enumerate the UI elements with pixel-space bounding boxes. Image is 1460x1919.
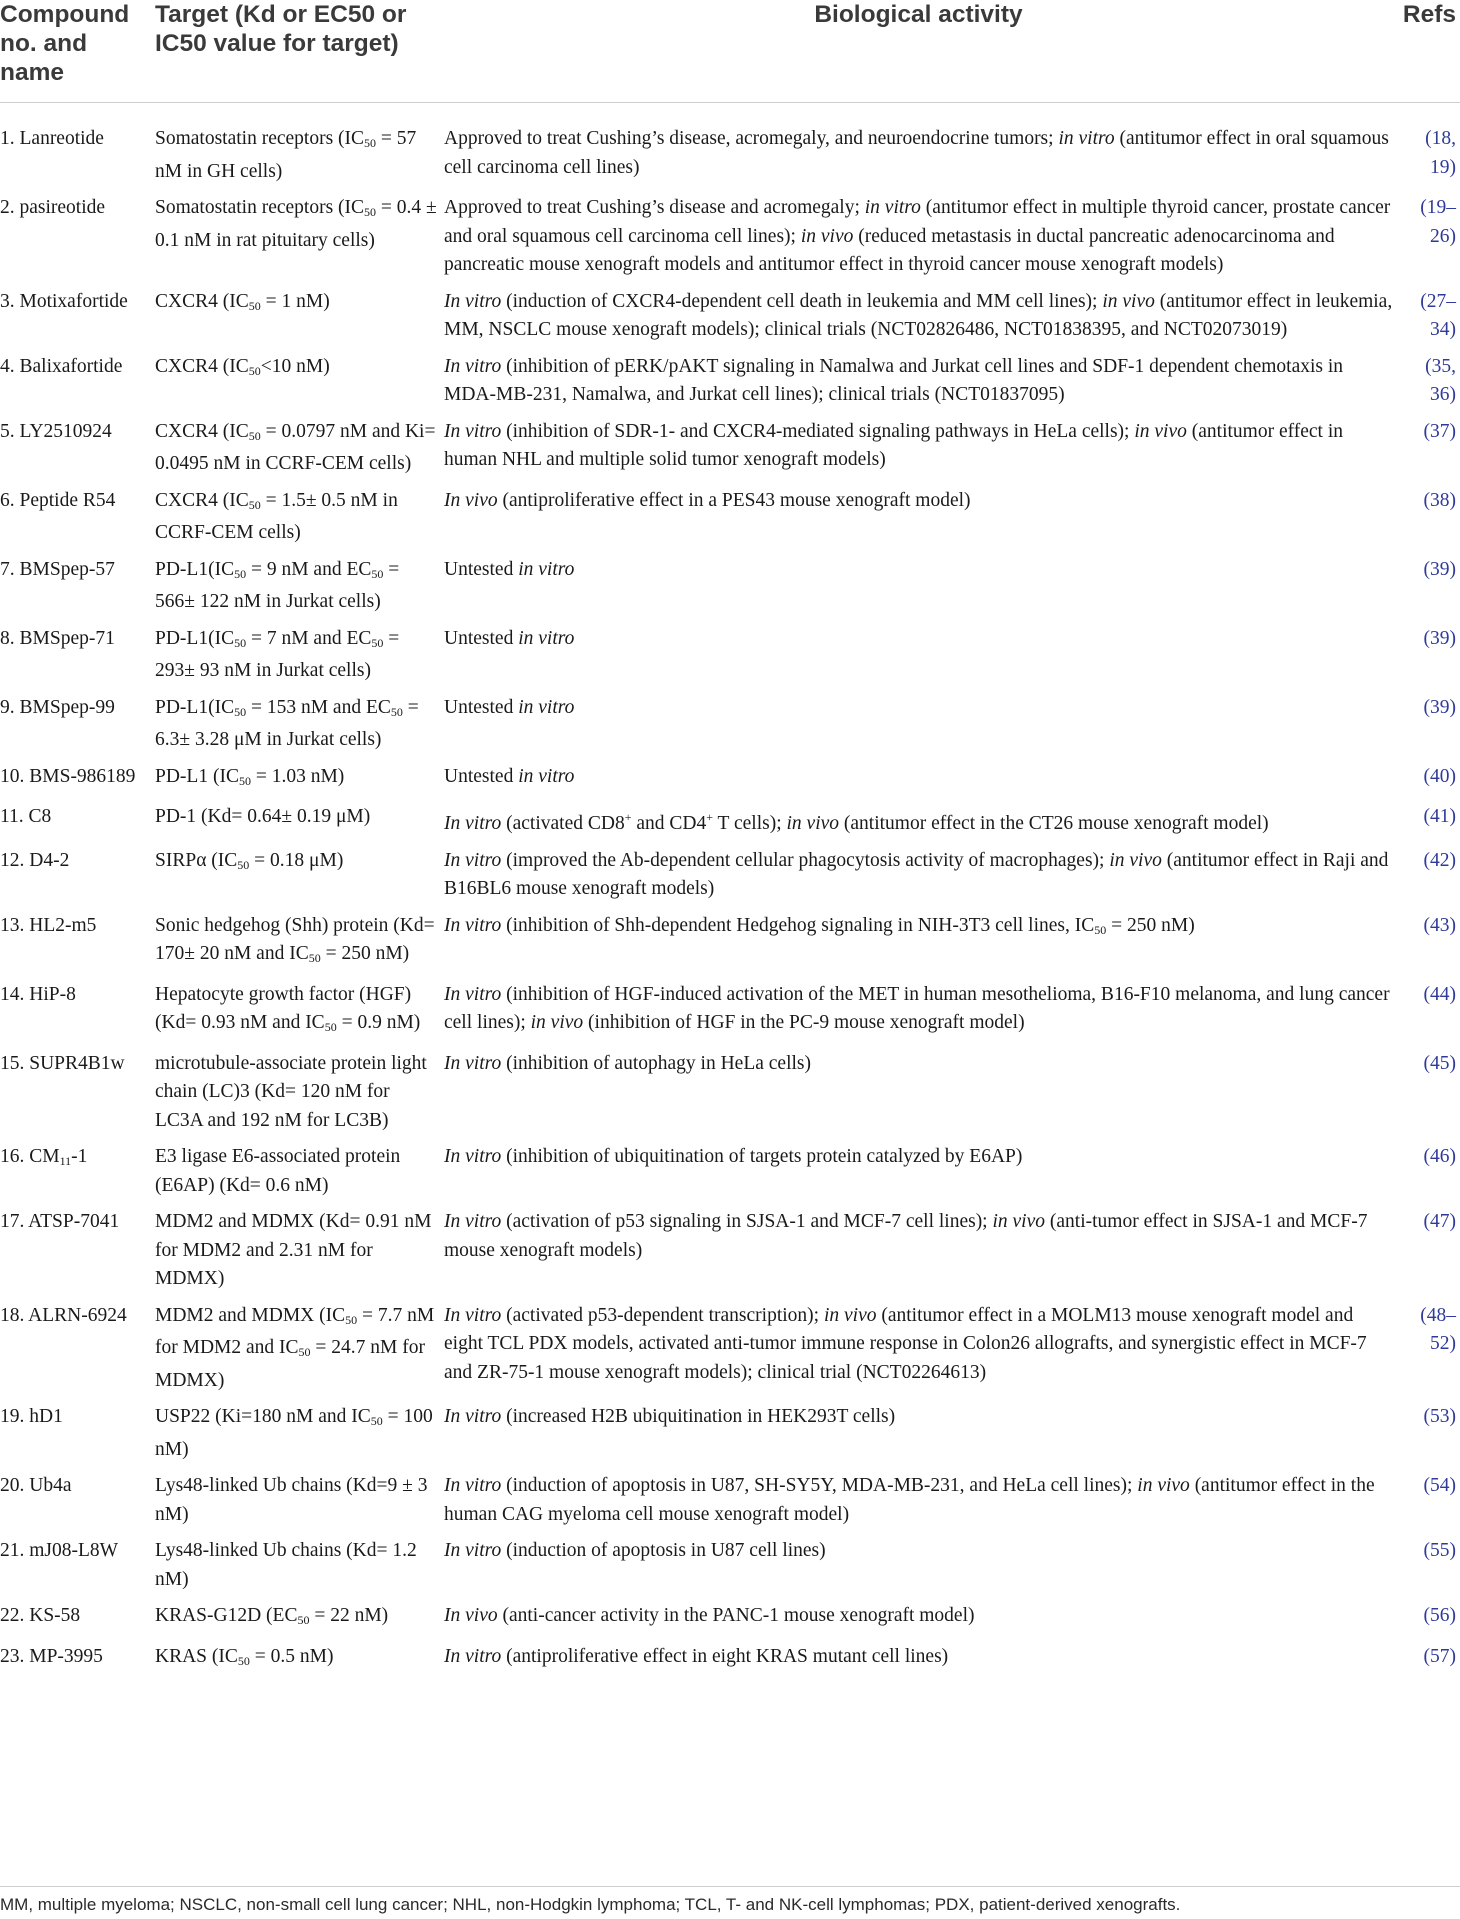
- table-row: [0, 1403, 1460, 1472]
- table-row: [0, 1643, 1460, 1684]
- table-row: [0, 981, 1460, 1050]
- target-cell: PD-L1 ($IC_{50} = 1.03$ nM): [155, 765, 345, 788]
- compound-cell: 3. Motixafortide: [0, 290, 128, 312]
- refs-cell[interactable]: (18, 19): [1425, 128, 1456, 178]
- activity-cell: In vivo (anti-cancer activity in the PANC-1 mouse xenograft model): [444, 1605, 975, 1626]
- table-body: [0, 103, 1460, 1684]
- target-cell: KRAS-G12D ($EC_{50} = 22$ nM): [155, 1605, 389, 1627]
- table-row: [0, 1537, 1460, 1602]
- refs-cell[interactable]: (47): [1423, 1211, 1456, 1232]
- table-row: [0, 912, 1460, 981]
- target-cell: microtubule-associate protein light chain (LC)3 (Kd= 120 nM for LC3A and 192 nM for LC3B): [155, 1052, 427, 1131]
- table-row: [0, 353, 1460, 418]
- target-cell: Somatostatin receptors ($IC_{50} = 57$ nM in GH cells): [155, 128, 417, 182]
- target-cell: KRAS ($IC_{50} = 0.5$ nM): [155, 1645, 334, 1668]
- table-row: [0, 556, 1460, 625]
- refs-cell[interactable]: (39): [1423, 696, 1456, 718]
- compound-cell: 2. pasireotide: [0, 197, 106, 218]
- refs-cell[interactable]: (39): [1423, 627, 1456, 649]
- compound-cell: 16. $CM_{11}-1$: [0, 1146, 88, 1168]
- target-cell: SIRPα ($IC_{50} = 0.18$ μM): [155, 849, 344, 872]
- compound-cell: 8. BMSpep-71: [0, 627, 115, 649]
- compound-cell: 6. Peptide R54: [0, 489, 116, 511]
- compound-cell: 23. MP-3995: [0, 1645, 103, 1667]
- table-row: [0, 847, 1460, 912]
- refs-cell[interactable]: (44): [1423, 983, 1456, 1005]
- refs-cell[interactable]: (56): [1423, 1605, 1456, 1626]
- activity-cell: In vitro (inhibition of pERK/pAKT signaling in Namalwa and Jurkat cell lines and SDF-1 dependent chemotaxis in MDA-MB-231, Namalwa, and Jurkat cell lines); clinical trials (NCT01837095): [444, 355, 1344, 405]
- activity-cell: Untested in vitro: [444, 696, 575, 718]
- activity-cell: In vivo (antiproliferative effect in a PES43 mouse xenograft model): [444, 489, 971, 511]
- activity-cell: In vitro (induction of apoptosis in U87, SH-SY5Y, MDA-MB-231, and HeLa cell lines); in vivo (antitumor effect in the human CAG myeloma cell mouse xenograft model): [444, 1475, 1375, 1525]
- compound-cell: 18. ALRN-6924: [0, 1304, 127, 1326]
- refs-cell[interactable]: (37): [1423, 420, 1456, 442]
- refs-cell[interactable]: (53): [1423, 1406, 1456, 1427]
- table-row: [0, 125, 1460, 194]
- refs-cell[interactable]: (48–52): [1420, 1304, 1456, 1354]
- target-cell: Lys48-linked Ub chains (Kd= 1.2 nM): [155, 1540, 417, 1590]
- activity-cell: In vitro (inhibition of HGF-induced activation of the MET in human mesothelioma, B16-F10 melanoma, and lung cancer cell lines); in vivo (inhibition of HGF in the PC-9 mouse xenograft model): [444, 983, 1390, 1033]
- activity-cell: Approved to treat Cushing’s disease and acromegaly; in vitro (antitumor effect in multiple thyroid cancer, prostate cancer and oral squamous cell carcinoma cell lines); in vivo (reduced metastasis in ductal pancreatic adenocarcinoma and pancreatic mouse xenograft models and antitumor effect in thyroid cancer mouse xenograft models): [444, 197, 1391, 275]
- table-row: [0, 803, 1460, 847]
- compound-cell: 19. hD1: [0, 1406, 63, 1427]
- target-cell: MDM2 and MDMX (Kd= 0.91 nM for MDM2 and 2.31 nM for MDMX): [155, 1211, 432, 1289]
- compound-cell: 15. SUPR4B1w: [0, 1052, 125, 1074]
- refs-cell[interactable]: (39): [1423, 558, 1456, 580]
- refs-cell[interactable]: (54): [1423, 1475, 1456, 1496]
- refs-cell[interactable]: (40): [1423, 765, 1456, 787]
- refs-cell[interactable]: (43): [1423, 914, 1456, 936]
- compound-cell: 22. KS-58: [0, 1605, 81, 1626]
- compound-cell: 11. C8: [0, 806, 52, 827]
- compound-cell: 4. Balixafortide: [0, 355, 123, 377]
- compound-cell: 20. Ub4a: [0, 1475, 72, 1496]
- target-cell: Lys48-linked Ub chains (Kd=9 ± 3 nM): [155, 1475, 428, 1525]
- activity-cell: In vitro (activated p53-dependent transcription); in vivo (antitumor effect in a MOLM13 mouse xenograft model and eight TCL PDX models, activated anti-tumor immune response in Colon26 allografts, and synergistic effect in MCF-7 and ZR-75-1 mouse xenograft models); clinical trial (NCT02264613): [444, 1304, 1367, 1383]
- table-row: [0, 1602, 1460, 1643]
- compound-cell: 21. mJ08-L8W: [0, 1540, 119, 1561]
- target-cell: MDM2 and MDMX ($IC_{50} = 7.7$ nM for MDM2 and $IC_{50} = 24.7$ nM for MDMX): [155, 1304, 435, 1391]
- table-row: [0, 288, 1460, 353]
- header-compound: Compound no. and name: [0, 1, 130, 86]
- refs-cell[interactable]: (55): [1423, 1540, 1456, 1561]
- compound-cell: 5. LY2510924: [0, 420, 112, 442]
- table-row: [0, 694, 1460, 763]
- target-cell: $PD-L1(IC_{50} = 9$ nM and $EC_{50} = 566\pm 122$ nM in Jurkat cells): [155, 558, 400, 612]
- table-row: [0, 1050, 1460, 1144]
- refs-cell[interactable]: (35, 36): [1425, 355, 1456, 405]
- refs-cell[interactable]: (42): [1423, 849, 1456, 871]
- compound-cell: 9. BMSpep-99: [0, 696, 115, 718]
- target-cell: Sonic hedgehog (Shh) protein (Kd= 170± 20 nM and $IC_{50} = 250$ nM): [155, 914, 435, 965]
- activity-cell: In vitro (antiproliferative effect in eight KRAS mutant cell lines): [444, 1645, 949, 1667]
- activity-cell: Untested in vitro: [444, 627, 575, 649]
- table-row: [0, 1302, 1460, 1404]
- table-row: [0, 1208, 1460, 1302]
- compound-cell: 13. HL2-m5: [0, 914, 97, 936]
- target-cell: PD-1 (Kd= 0.64± 0.19 μM): [155, 806, 371, 827]
- activity-cell: In vitro (inhibition of SDR-1- and CXCR4-mediated signaling pathways in HeLa cells); in vivo (antitumor effect in human NHL and multiple solid tumor xenograft models): [444, 420, 1343, 470]
- compound-cell: 1. Lanreotide: [0, 128, 104, 149]
- activity-cell: Untested in vitro: [444, 765, 575, 787]
- target-cell: E3 ligase E6-associated protein (E6AP) (Kd= 0.6 nM): [155, 1146, 401, 1196]
- header-refs: Refs: [1402, 1, 1456, 28]
- target-cell: Somatostatin receptors ($IC_{50} = 0.4 \pm 0.1$ nM in rat pituitary cells): [155, 197, 437, 251]
- target-cell: $PD-L1(IC_{50} = 153$ nM and $EC_{50} = 6.3\pm 3.28$ μM in Jurkat cells): [155, 696, 419, 750]
- activity-cell: In vitro (inhibition of Shh-dependent Hedgehog signaling in NIH-3T3 cell lines, $IC_{50} = 250$ nM): [444, 914, 1195, 937]
- activity-cell: In vitro (increased H2B ubiquitination in HEK293T cells): [444, 1406, 896, 1427]
- compound-cell: 10. BMS-986189: [0, 765, 136, 787]
- compound-cell: 7. BMSpep-57: [0, 558, 115, 580]
- activity-cell: In vitro (activation of p53 signaling in SJSA-1 and MCF-7 cell lines); in vivo (anti-tumor effect in SJSA-1 and MCF-7 mouse xenograft models): [444, 1211, 1368, 1261]
- refs-cell[interactable]: (19–26): [1420, 197, 1456, 247]
- refs-cell[interactable]: (46): [1423, 1146, 1456, 1167]
- target-cell: CXCR4 ($IC_{50} = 0.0797$ nM and Ki= 0.0495 nM in CCRF-CEM cells): [155, 420, 436, 474]
- table-row: [0, 194, 1460, 288]
- refs-cell[interactable]: (41): [1423, 806, 1456, 827]
- activity-cell: In vitro (inhibition of ubiquitination of targets protein catalyzed by E6AP): [444, 1146, 1023, 1167]
- refs-cell[interactable]: (27–34): [1420, 290, 1456, 340]
- refs-cell[interactable]: (45): [1423, 1052, 1456, 1074]
- table-row: [0, 763, 1460, 804]
- refs-cell[interactable]: (57): [1423, 1645, 1456, 1667]
- compound-cell: 17. ATSP-7041: [0, 1211, 120, 1232]
- activity-cell: In vitro (induction of apoptosis in U87 cell lines): [444, 1540, 826, 1561]
- target-cell: CXCR4 ($IC_{50} = 1$ nM): [155, 290, 330, 313]
- target-cell: USP22 (Ki=180 nM and $IC_{50} = 100$ nM): [155, 1406, 433, 1460]
- activity-cell: Untested in vitro: [444, 558, 575, 580]
- activity-cell: Approved to treat Cushing’s disease, acromegaly, and neuroendocrine tumors; in vitro (antitumor effect in oral squamous cell carcinoma cell lines): [444, 128, 1389, 178]
- header-target: Target (Kd or EC50 or IC50 value for target): [155, 1, 407, 57]
- table-row: [0, 1472, 1460, 1537]
- target-cell: CXCR4 ($IC_{50}<10$ nM): [155, 355, 330, 378]
- activity-cell: In vitro (induction of CXCR4-dependent cell death in leukemia and MM cell lines); in vivo (antitumor effect in leukemia, MM, NSCLC mouse xenograft models); clinical trials (NCT02826486, NCT01838395, and NCT02073019): [444, 290, 1393, 340]
- table-row: [0, 487, 1460, 556]
- activity-cell: In vitro (inhibition of autophagy in HeLa cells): [444, 1052, 811, 1074]
- activity-cell: In vitro (activated CD8+ and CD4+ T cells); in vivo (antitumor effect in the CT26 mouse xenograft model): [444, 810, 1269, 834]
- compound-cell: 12. D4-2: [0, 849, 70, 871]
- table-row: [0, 1143, 1460, 1208]
- refs-cell[interactable]: (38): [1423, 489, 1456, 511]
- target-cell: CXCR4 ($IC_{50} = 1.5\pm 0.5$ nM in CCRF-CEM cells): [155, 489, 398, 543]
- compound-cell: 14. HiP-8: [0, 983, 76, 1005]
- header-row: [0, 0, 1460, 103]
- target-cell: $PD-L1(IC_{50} = 7$ nM and $EC_{50} = 293\pm 93$ nM in Jurkat cells): [155, 627, 400, 681]
- activity-cell: In vitro (improved the Ab-dependent cellular phagocytosis activity of macrophages); in vivo (antitumor effect in Raji and B16BL6 mouse xenograft models): [444, 849, 1389, 899]
- table-row: [0, 625, 1460, 694]
- table-row: [0, 418, 1460, 487]
- header-activity: Biological activity: [814, 1, 1023, 28]
- table-footnote: MM, multiple myeloma; NSCLC, non-small cell lung cancer; NHL, non-Hodgkin lymphoma; TCL, T- and NK-cell lymphomas; PDX, patient-derived xenografts.: [0, 1886, 1460, 1917]
- target-cell: Hepatocyte growth factor (HGF) (Kd= 0.93 nM and $IC_{50} = 0.9$ nM): [155, 983, 421, 1034]
